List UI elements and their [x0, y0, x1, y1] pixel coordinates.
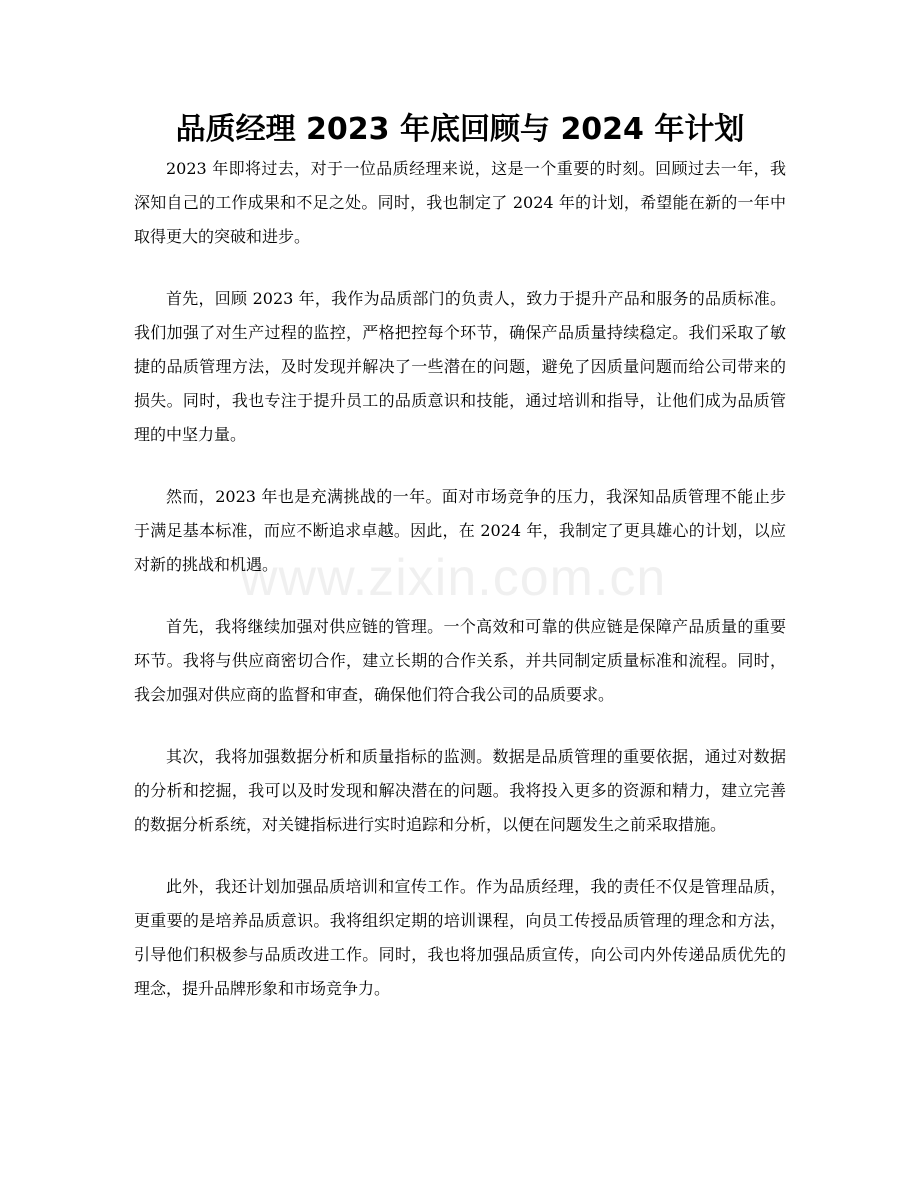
paragraph-2: 首先，回顾 2023 年，我作为品质部门的负责人，致力于提升产品和服务的品质标准。我们加强了对生产过程的监控，严格把控每个环节，确保产品质量持续稳定。我们采取了敏捷的品质管理方法，及时发现并解决了一些潜在的问题，避免了因质量问题而给公司带来的损失。同时，我也专注于提升员工的品质意识和技能，通过培训和指导，让他们成为品质管理的中坚力量。	[134, 289, 786, 444]
paragraph-4: 首先，我将继续加强对供应链的管理。一个高效和可靠的供应链是保障产品质量的重要环节。我将与供应商密切合作，建立长期的合作关系，并共同制定质量标准和流程。同时，我会加强对供应商的监督和审查，确保他们符合我公司的品质要求。	[134, 617, 786, 704]
watermark-text: www.zixin.com.cn	[240, 549, 667, 607]
document-body	[134, 152, 786, 1034]
paragraph-3: 然而，2023 年也是充满挑战的一年。面对市场竞争的压力，我深知品质管理不能止步于满足基本标准，而应不断追求卓越。因此，在 2024 年，我制定了更具雄心的计划，以应对新的挑战和机遇。	[134, 487, 786, 574]
document-title: 品质经理 2023 年底回顾与 2024 年计划	[175, 112, 745, 147]
paragraph-1: 2023 年即将过去，对于一位品质经理来说，这是一个重要的时刻。回顾过去一年，我深知自己的工作成果和不足之处。同时，我也制定了 2024 年的计划，希望能在新的一年中取得更大的突破和进步。	[134, 159, 786, 246]
paragraph-5: 其次，我将加强数据分析和质量指标的监测。数据是品质管理的重要依据，通过对数据的分析和挖掘，我可以及时发现和解决潜在的问题。我将投入更多的资源和精力，建立完善的数据分析系统，对关键指标进行实时追踪和分析，以便在问题发生之前采取措施。	[134, 747, 786, 834]
paragraph-6: 此外，我还计划加强品质培训和宣传工作。作为品质经理，我的责任不仅是管理品质，更重要的是培养品质意识。我将组织定期的培训课程，向员工传授品质管理的理念和方法，引导他们积极参与品质改进工作。同时，我也将加强品质宣传，向公司内外传递品质优先的理念，提升品牌形象和市场竞争力。	[134, 877, 786, 998]
